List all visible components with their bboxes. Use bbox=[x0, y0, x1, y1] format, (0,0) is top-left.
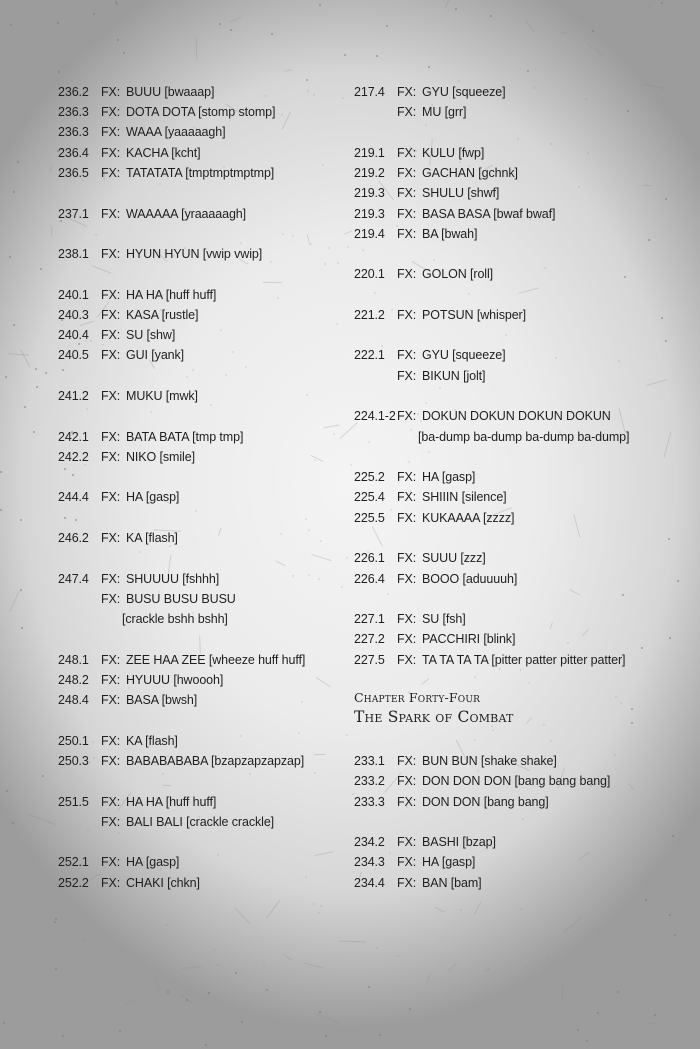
page-number: 222.1 bbox=[354, 348, 385, 362]
paper-speck bbox=[318, 912, 320, 914]
paper-speck bbox=[474, 676, 476, 678]
fx-label: FX: bbox=[101, 815, 121, 829]
fx-text: KULU [fwp] bbox=[422, 146, 485, 160]
paper-speck bbox=[64, 468, 66, 470]
paper-speck bbox=[230, 29, 232, 31]
page-number: 242.2 bbox=[58, 450, 89, 464]
paper-speck bbox=[319, 1011, 321, 1013]
fx-label: FX: bbox=[397, 308, 417, 322]
paper-speck bbox=[36, 386, 38, 388]
page-number: 236.4 bbox=[58, 146, 89, 160]
page-number: 236.2 bbox=[58, 85, 89, 99]
paper-speck bbox=[33, 431, 35, 433]
fx-text: BATA BATA [tmp tmp] bbox=[126, 430, 244, 444]
paper-speck bbox=[374, 292, 376, 294]
fx-label: FX: bbox=[397, 369, 417, 383]
page-number: 221.2 bbox=[354, 308, 385, 322]
fx-text: ZEE HAA ZEE [wheeze huff huff] bbox=[126, 653, 306, 667]
fx-label: FX: bbox=[397, 227, 417, 241]
paper-speck bbox=[654, 1014, 656, 1016]
fx-text: POTSUN [whisper] bbox=[422, 308, 526, 322]
paper-speck bbox=[668, 538, 670, 540]
fx-label: FX: bbox=[397, 105, 417, 119]
paper-speck bbox=[325, 1035, 327, 1037]
fx-text: BABABABABA [bzapzapzapzap] bbox=[126, 754, 305, 768]
page-number: 252.1 bbox=[58, 855, 89, 869]
paper-speck bbox=[425, 402, 427, 404]
fx-label: FX: bbox=[101, 389, 121, 403]
paper-speck bbox=[460, 909, 462, 911]
fx-text: KACHA [kcht] bbox=[126, 146, 201, 160]
paper-speck bbox=[555, 357, 557, 359]
paper-speck bbox=[314, 459, 316, 461]
paper-fiber bbox=[163, 784, 171, 785]
paper-speck bbox=[265, 95, 267, 97]
fx-text: GOLON [roll] bbox=[422, 267, 494, 281]
paper-speck bbox=[328, 247, 330, 249]
paper-speck bbox=[661, 317, 663, 319]
paper-speck bbox=[322, 164, 324, 166]
paper-speck bbox=[245, 366, 247, 368]
paper-speck bbox=[292, 575, 294, 577]
page-number: 240.1 bbox=[58, 288, 89, 302]
fx-text: KUKAAAA [zzzz] bbox=[422, 511, 515, 525]
chapter-label: Chapter Forty-Four bbox=[354, 690, 481, 705]
fx-label: FX: bbox=[101, 855, 121, 869]
fx-label: FX: bbox=[101, 430, 121, 444]
fx-text: DON DON DON [bang bang bang] bbox=[422, 774, 611, 788]
fx-label: FX: bbox=[101, 125, 121, 139]
paper-speck bbox=[249, 773, 251, 775]
fx-text: [ba-dump ba-dump ba-dump ba-dump] bbox=[418, 430, 630, 444]
page-number: 225.2 bbox=[354, 470, 385, 484]
paper-speck bbox=[205, 1044, 207, 1046]
fx-text: KA [flash] bbox=[126, 734, 178, 748]
fx-text: KA [flash] bbox=[126, 531, 178, 545]
page-number: 251.5 bbox=[58, 795, 89, 809]
page-number: 250.3 bbox=[58, 754, 89, 768]
paper-speck bbox=[677, 580, 679, 582]
page-number: 248.4 bbox=[58, 693, 89, 707]
fx-text: HYUUU [hwoooh] bbox=[126, 673, 224, 687]
fx-label: FX: bbox=[101, 876, 121, 890]
fx-text: SHULU [shwf] bbox=[422, 186, 500, 200]
fx-label: FX: bbox=[101, 693, 121, 707]
fx-label: FX: bbox=[101, 166, 121, 180]
paper-speck bbox=[525, 966, 527, 968]
page-number: 217.4 bbox=[354, 85, 385, 99]
fx-text: BUUU [bwaaap] bbox=[126, 85, 215, 99]
paper-fiber bbox=[643, 185, 652, 186]
fx-text: HYUN HYUN [vwip vwip] bbox=[126, 247, 263, 261]
paper-speck bbox=[527, 70, 529, 72]
fx-label: FX: bbox=[397, 572, 417, 586]
paper-speck bbox=[631, 722, 633, 724]
paper-speck bbox=[210, 404, 212, 406]
fx-text: BASA BASA [bwaf bwaf] bbox=[422, 207, 556, 221]
page-number: 233.2 bbox=[354, 774, 385, 788]
fx-text: HA [gasp] bbox=[126, 490, 180, 504]
fx-text: TATATATA [tmptmptmptmp] bbox=[126, 166, 275, 180]
page-number: 219.3 bbox=[354, 207, 385, 221]
fx-label: FX: bbox=[397, 85, 417, 99]
page-number: 244.4 bbox=[58, 490, 89, 504]
fx-label: FX: bbox=[101, 288, 121, 302]
fx-label: FX: bbox=[101, 572, 121, 586]
fx-text: WAAAAA [yraaaaagh] bbox=[126, 207, 247, 221]
fx-label: FX: bbox=[397, 146, 417, 160]
paper-speck bbox=[217, 964, 219, 966]
fx-label: FX: bbox=[397, 612, 417, 626]
paper-speck bbox=[350, 464, 352, 466]
fx-label: FX: bbox=[101, 450, 121, 464]
fx-label: FX: bbox=[397, 774, 417, 788]
fx-text: BIKUN [jolt] bbox=[422, 369, 486, 383]
paper-speck bbox=[232, 351, 234, 353]
fx-label: FX: bbox=[101, 795, 121, 809]
fx-text: PACCHIRI [blink] bbox=[422, 632, 516, 646]
paper-speck bbox=[192, 369, 194, 371]
paper-speck bbox=[219, 23, 221, 25]
page-number: 236.3 bbox=[58, 125, 89, 139]
paper-speck bbox=[0, 471, 2, 473]
paper-speck bbox=[347, 246, 349, 248]
fx-label: FX: bbox=[101, 207, 121, 221]
paper-speck bbox=[13, 191, 15, 193]
fx-text: SUUU [zzz] bbox=[422, 551, 486, 565]
paper-speck bbox=[292, 235, 294, 237]
paper-speck bbox=[324, 263, 326, 265]
paper-speck bbox=[544, 267, 546, 269]
page-number: 248.2 bbox=[58, 673, 89, 687]
paper-fiber bbox=[263, 282, 282, 283]
paper-speck bbox=[313, 903, 315, 905]
paper-speck bbox=[550, 740, 552, 742]
page-number: 219.1 bbox=[354, 146, 385, 160]
paper-speck bbox=[408, 461, 410, 463]
fx-label: FX: bbox=[397, 653, 417, 667]
fx-label: FX: bbox=[101, 146, 121, 160]
fx-text: BALI BALI [crackle crackle] bbox=[126, 815, 275, 829]
fx-text: DOKUN DOKUN DOKUN DOKUN bbox=[422, 409, 611, 423]
paper-speck bbox=[319, 4, 321, 6]
paper-speck bbox=[72, 474, 74, 476]
paper-speck bbox=[266, 989, 268, 991]
paper-speck bbox=[12, 822, 14, 824]
page-number: 247.4 bbox=[58, 572, 89, 586]
page-number: 220.1 bbox=[354, 267, 385, 281]
fx-label: FX: bbox=[397, 876, 417, 890]
fx-text: DON DON [bang bang] bbox=[422, 795, 549, 809]
fx-label: FX: bbox=[101, 105, 121, 119]
paper-speck bbox=[648, 239, 650, 241]
paper-speck bbox=[674, 934, 676, 936]
paper-speck bbox=[641, 647, 643, 649]
page-number: 241.2 bbox=[58, 389, 89, 403]
fx-text: GACHAN [gchnk] bbox=[422, 166, 518, 180]
fx-text: BASHI [bzap] bbox=[422, 835, 496, 849]
paper-speck bbox=[318, 578, 320, 580]
page-number: 225.4 bbox=[354, 490, 385, 504]
paper-speck bbox=[220, 329, 222, 331]
fx-text: MUKU [mwk] bbox=[126, 389, 198, 403]
fx-label: FX: bbox=[397, 855, 417, 869]
fx-text: SU [fsh] bbox=[422, 612, 466, 626]
page-number: 227.5 bbox=[354, 653, 385, 667]
page-number: 219.2 bbox=[354, 166, 385, 180]
fx-text: DOTA DOTA [stomp stomp] bbox=[126, 105, 276, 119]
fx-label: FX: bbox=[101, 531, 121, 545]
fx-text: BA [bwah] bbox=[422, 227, 478, 241]
paper-speck bbox=[277, 297, 279, 299]
paper-speck bbox=[5, 376, 7, 378]
paper-speck bbox=[665, 340, 667, 342]
page-number: 233.3 bbox=[354, 795, 385, 809]
paper-speck bbox=[93, 757, 95, 759]
fx-label: FX: bbox=[397, 511, 417, 525]
paper-speck bbox=[263, 964, 265, 966]
fx-text: CHAKI [chkn] bbox=[126, 876, 200, 890]
fx-text: HA [gasp] bbox=[422, 855, 476, 869]
paper-speck bbox=[397, 955, 399, 957]
paper-speck bbox=[54, 921, 56, 923]
fx-label: FX: bbox=[101, 308, 121, 322]
paper-speck bbox=[669, 914, 671, 916]
fx-label: FX: bbox=[101, 85, 121, 99]
chapter-title: The Spark of Combat bbox=[354, 708, 514, 726]
page-number: 226.1 bbox=[354, 551, 385, 565]
page-number: 242.1 bbox=[58, 430, 89, 444]
fx-label: FX: bbox=[397, 632, 417, 646]
fx-label: FX: bbox=[101, 673, 121, 687]
fx-text: SU [shw] bbox=[126, 328, 176, 342]
paper-speck bbox=[75, 519, 77, 521]
paper-speck bbox=[45, 372, 47, 374]
fx-text: NIKO [smile] bbox=[126, 450, 195, 464]
paper-speck bbox=[389, 852, 391, 854]
fx-label: FX: bbox=[101, 348, 121, 362]
fx-text: WAAA [yaaaaagh] bbox=[126, 125, 226, 139]
fx-label: FX: bbox=[397, 835, 417, 849]
paper-speck bbox=[577, 1029, 579, 1031]
page-number: 225.5 bbox=[354, 511, 385, 525]
paper-speck bbox=[301, 701, 303, 703]
page-number: 252.2 bbox=[58, 876, 89, 890]
fx-label: FX: bbox=[397, 207, 417, 221]
fx-label: FX: bbox=[101, 328, 121, 342]
paper-speck bbox=[119, 1030, 121, 1032]
fx-label: FX: bbox=[397, 470, 417, 484]
fx-label: FX: bbox=[397, 166, 417, 180]
fx-text: SHUUUU [fshhh] bbox=[126, 572, 220, 586]
fx-text: MU [grr] bbox=[422, 105, 467, 119]
paper-speck bbox=[225, 374, 227, 376]
fx-text: HA [gasp] bbox=[422, 470, 476, 484]
fx-text: GUI [yank] bbox=[126, 348, 185, 362]
fx-text: KASA [rustle] bbox=[126, 308, 199, 322]
page-number: 240.4 bbox=[58, 328, 89, 342]
fx-label: FX: bbox=[397, 754, 417, 768]
paper-speck bbox=[665, 198, 667, 200]
fx-text: [crackle bshh bshh] bbox=[122, 612, 228, 626]
page-number: 226.4 bbox=[354, 572, 385, 586]
page-number: 237.1 bbox=[58, 207, 89, 221]
fx-text: BUSU BUSU BUSU bbox=[126, 592, 236, 606]
paper-speck bbox=[57, 22, 59, 24]
fx-label: FX: bbox=[397, 795, 417, 809]
paper-speck bbox=[517, 138, 519, 140]
fx-label: FX: bbox=[397, 409, 417, 423]
paper-speck bbox=[520, 908, 522, 910]
fx-text: HA HA [huff huff] bbox=[126, 288, 217, 302]
page-number: 236.3 bbox=[58, 105, 89, 119]
paper-speck bbox=[617, 991, 619, 993]
page-number: 234.2 bbox=[354, 835, 385, 849]
fx-text: BAN [bam] bbox=[422, 876, 482, 890]
fx-label: FX: bbox=[101, 592, 121, 606]
paper-speck bbox=[627, 110, 629, 112]
paper-speck bbox=[92, 741, 94, 743]
paper-speck bbox=[336, 323, 338, 325]
fx-label: FX: bbox=[397, 551, 417, 565]
page-number: 240.5 bbox=[58, 348, 89, 362]
fx-text: GYU [squeeze] bbox=[422, 348, 506, 362]
paper-fiber bbox=[562, 985, 563, 1000]
paper-speck bbox=[280, 533, 282, 535]
paper-speck bbox=[615, 696, 617, 698]
page-number: 240.3 bbox=[58, 308, 89, 322]
fx-label: FX: bbox=[397, 267, 417, 281]
paper-speck bbox=[586, 1040, 588, 1042]
page-number: 233.1 bbox=[354, 754, 385, 768]
fx-label: FX: bbox=[397, 348, 417, 362]
fx-label: FX: bbox=[101, 490, 121, 504]
fx-label: FX: bbox=[101, 653, 121, 667]
page-number: 246.2 bbox=[58, 531, 89, 545]
fx-label: FX: bbox=[101, 247, 121, 261]
paper-speck bbox=[213, 949, 215, 951]
paper-speck bbox=[166, 924, 168, 926]
paper-speck bbox=[368, 441, 370, 443]
fx-label: FX: bbox=[397, 186, 417, 200]
fx-text: HA [gasp] bbox=[126, 855, 180, 869]
fx-label: FX: bbox=[101, 734, 121, 748]
fx-text: SHIIIN [silence] bbox=[422, 490, 507, 504]
paper-fiber bbox=[195, 37, 196, 60]
page-number: 227.1 bbox=[354, 612, 385, 626]
fx-text: TA TA TA TA [pitter patter pitter patter] bbox=[422, 653, 626, 667]
page-number: 238.1 bbox=[58, 247, 89, 261]
page-number: 227.2 bbox=[354, 632, 385, 646]
paper-speck bbox=[95, 234, 97, 236]
fx-text: BOOO [aduuuuh] bbox=[422, 572, 518, 586]
fx-text: BUN BUN [shake shake] bbox=[422, 754, 557, 768]
paper-speck bbox=[391, 309, 393, 311]
paper-speck bbox=[87, 829, 89, 831]
fx-text: BASA [bwsh] bbox=[126, 693, 198, 707]
fx-label: FX: bbox=[397, 490, 417, 504]
paper-speck bbox=[567, 642, 569, 644]
page-number: 250.1 bbox=[58, 734, 89, 748]
page-number: 234.4 bbox=[354, 876, 385, 890]
page-number: 236.5 bbox=[58, 166, 89, 180]
paper-speck bbox=[208, 992, 210, 994]
paper-speck bbox=[62, 369, 64, 371]
page-number: 248.1 bbox=[58, 653, 89, 667]
page-number: 234.3 bbox=[354, 855, 385, 869]
paper-speck bbox=[346, 557, 348, 559]
page-number: 224.1-2 bbox=[354, 409, 396, 423]
page-number: 219.4 bbox=[354, 227, 385, 241]
fx-label: FX: bbox=[101, 754, 121, 768]
fx-text: GYU [squeeze] bbox=[422, 85, 506, 99]
paper-speck bbox=[548, 956, 550, 958]
paper-speck bbox=[368, 986, 370, 988]
paper-speck bbox=[376, 947, 378, 949]
fx-text: HA HA [huff huff] bbox=[126, 795, 217, 809]
paper-speck bbox=[281, 114, 283, 116]
page-number: 219.3 bbox=[354, 186, 385, 200]
